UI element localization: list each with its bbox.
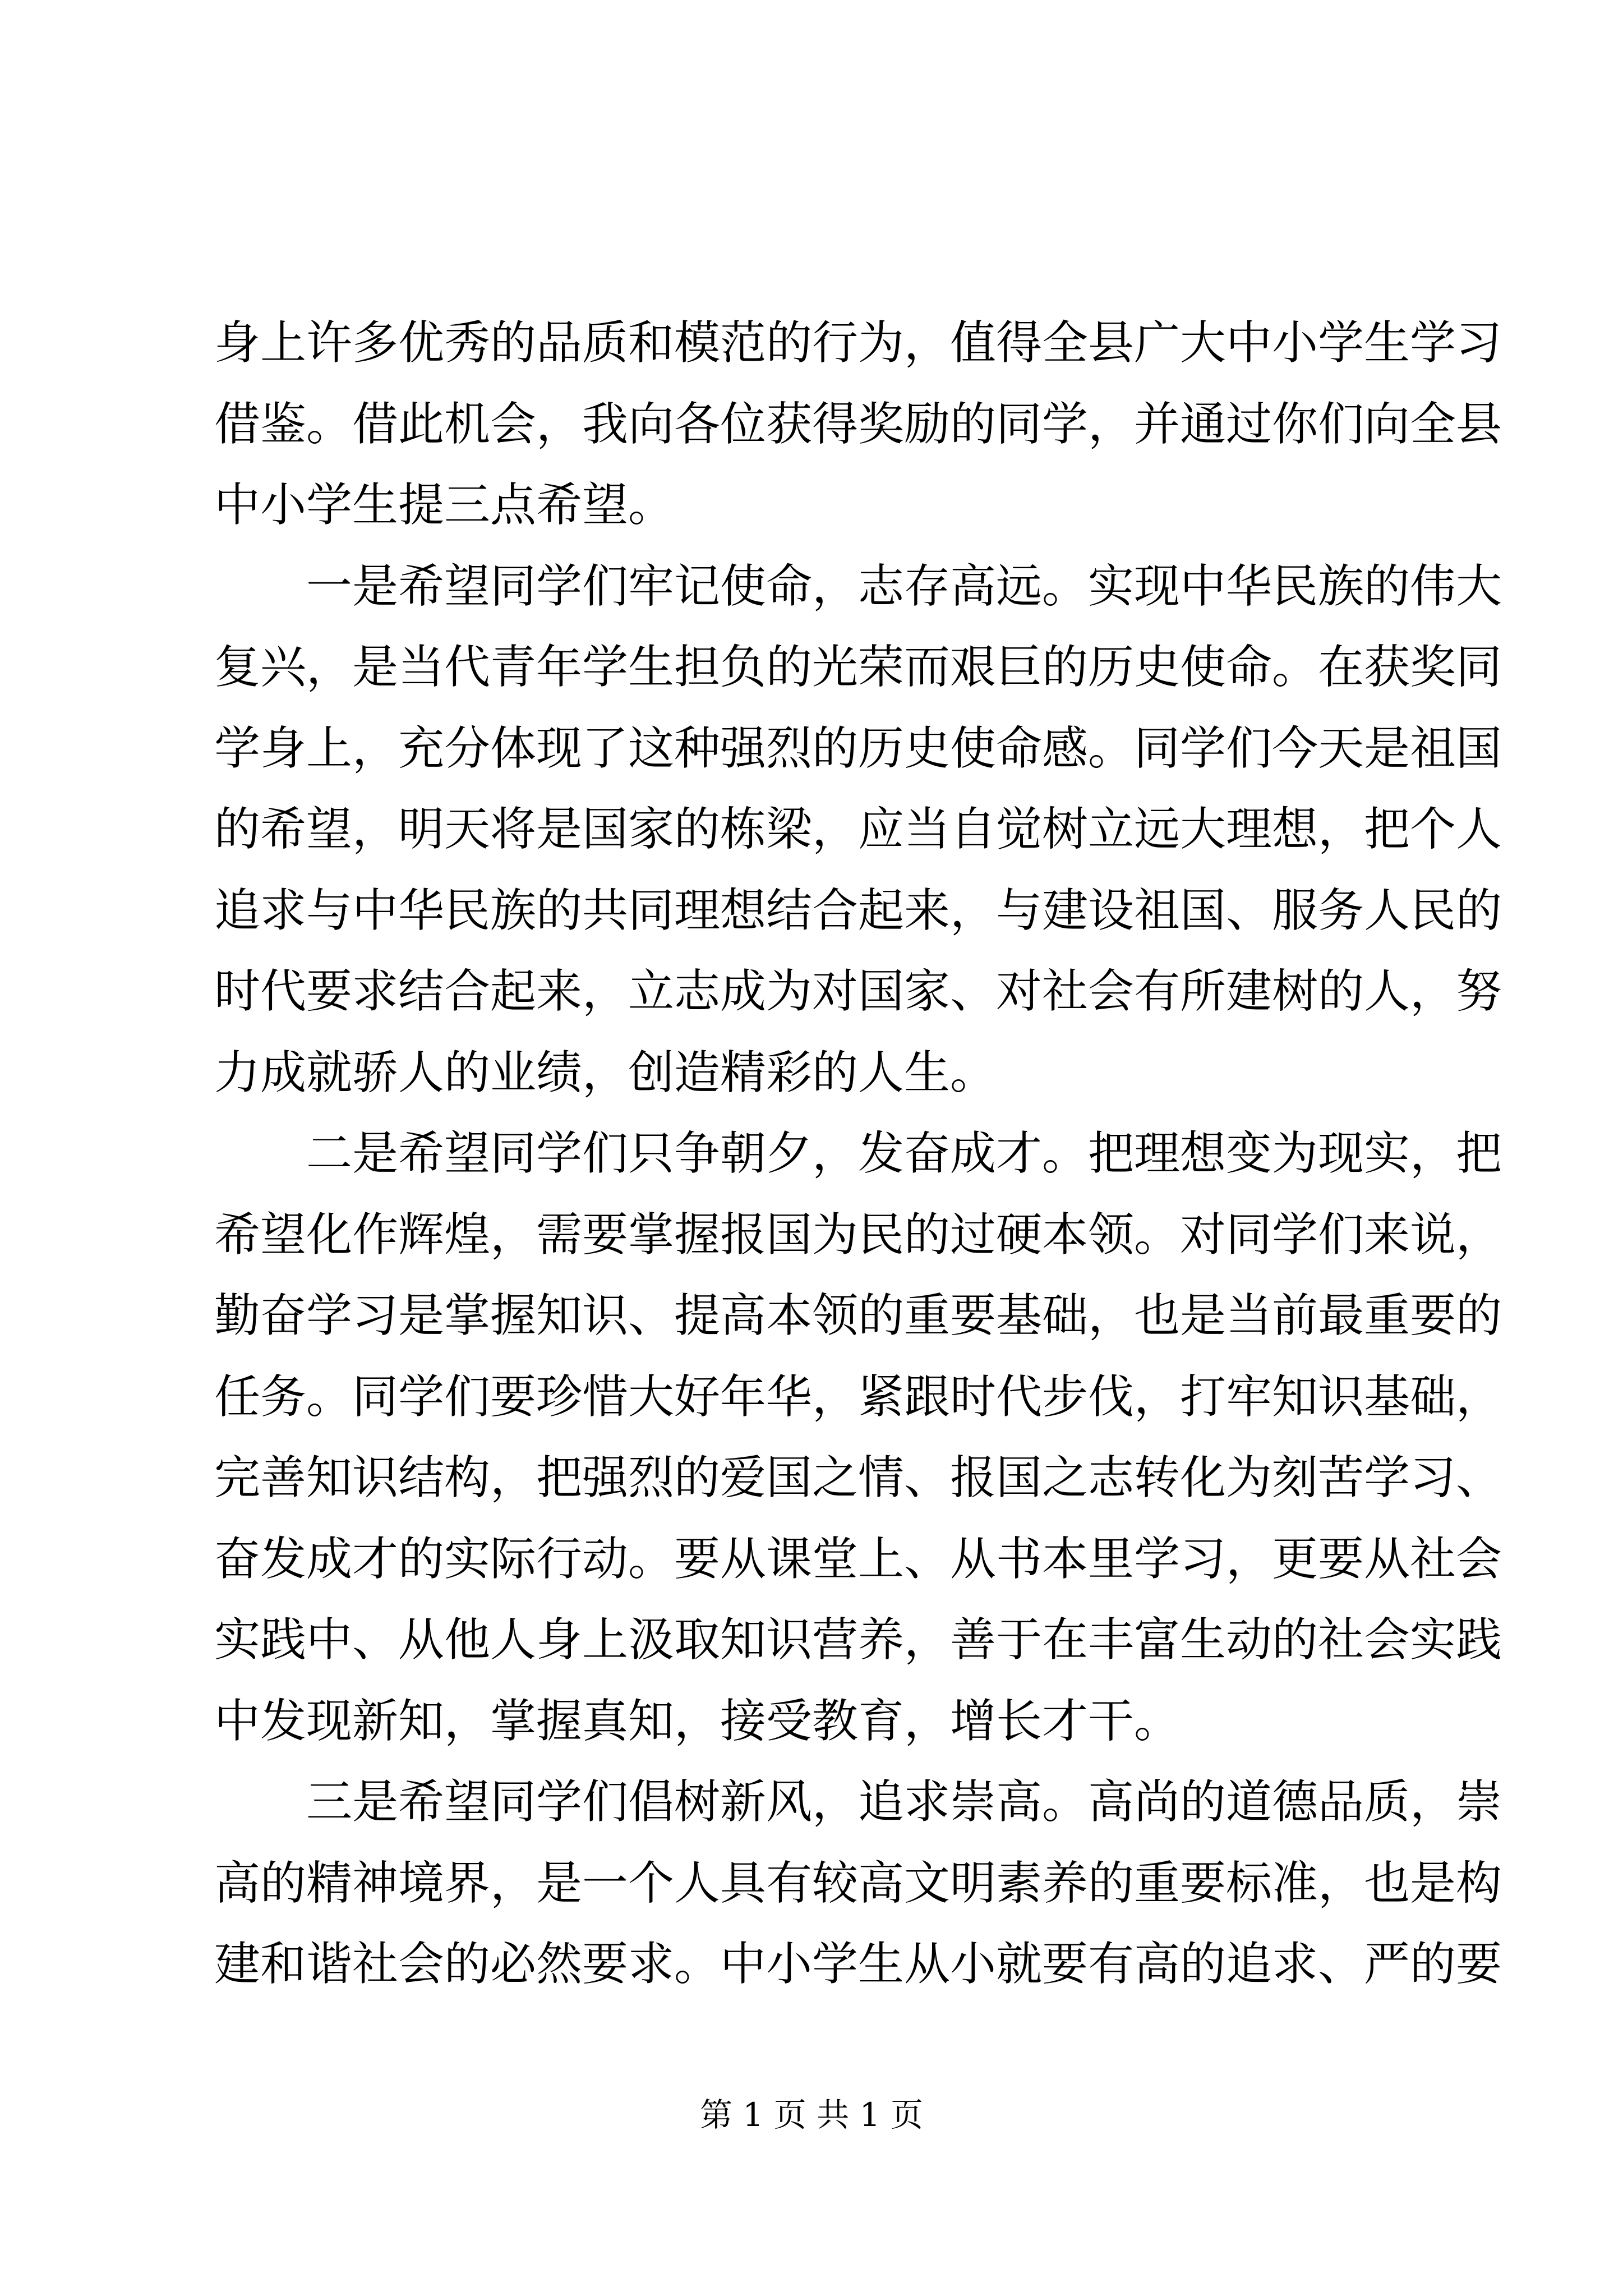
text-line: 实践中、从他人身上汲取知识营养，善于在丰富生动的社会实践 — [214, 1613, 1502, 1667]
paragraph-first-line: 三是希望同学们倡树新风，追求崇高。高尚的道德品质，崇 — [306, 1775, 1502, 1829]
page-footer — [0, 2092, 1623, 2137]
text-line: 复兴，是当代青年学生担负的光荣而艰巨的历史使命。在获奖同 — [214, 641, 1502, 694]
text-line: 力成就骄人的业绩，创造精彩的人生。 — [214, 1046, 997, 1099]
text-line: 借鉴。借此机会，我向各位获得奖励的同学，并通过你们向全县 — [214, 397, 1502, 451]
page-number-label: 第 1 页 共 1 页 — [700, 2096, 923, 2134]
text-line: 身上许多优秀的品质和模范的行为，值得全县广大中小学生学习 — [214, 316, 1502, 370]
text-line: 奋发成才的实际行动。要从课堂上、从书本里学习，更要从社会 — [214, 1532, 1502, 1586]
paragraph-first-line: 一是希望同学们牢记使命，志存高远。实现中华民族的伟大 — [306, 559, 1502, 613]
text-line: 学身上，充分体现了这种强烈的历史使命感。同学们今天是祖国 — [214, 721, 1502, 775]
text-line: 建和谐社会的必然要求。中小学生从小就要有高的追求、严的要 — [214, 1938, 1502, 1991]
paragraph-first-line: 二是希望同学们只争朝夕，发奋成才。把理想变为现实，把 — [306, 1127, 1502, 1180]
text-line: 时代要求结合起来，立志成为对国家、对社会有所建树的人，努 — [214, 965, 1502, 1018]
text-line: 中小学生提三点希望。 — [214, 478, 675, 532]
text-line: 任务。同学们要珍惜大好年华，紧跟时代步伐，打牢知识基础， — [214, 1370, 1502, 1424]
text-line: 的希望，明天将是国家的栋梁，应当自觉树立远大理想，把个人 — [214, 803, 1502, 856]
text-line: 中发现新知，掌握真知，接受教育，增长才干。 — [214, 1694, 1181, 1748]
text-line: 勤奋学习是掌握知识、提高本领的重要基础，也是当前最重要的 — [214, 1289, 1502, 1342]
body-text — [214, 303, 1502, 2005]
text-line: 希望化作辉煌，需要掌握报国为民的过硬本领。对同学们来说， — [214, 1208, 1502, 1262]
text-line: 完善知识结构，把强烈的爱国之情、报国之志转化为刻苦学习、 — [214, 1451, 1502, 1504]
text-line: 追求与中华民族的共同理想结合起来，与建设祖国、服务人民的 — [214, 884, 1502, 937]
text-line: 高的精神境界，是一个人具有较高文明素养的重要标准，也是构 — [214, 1856, 1502, 1910]
